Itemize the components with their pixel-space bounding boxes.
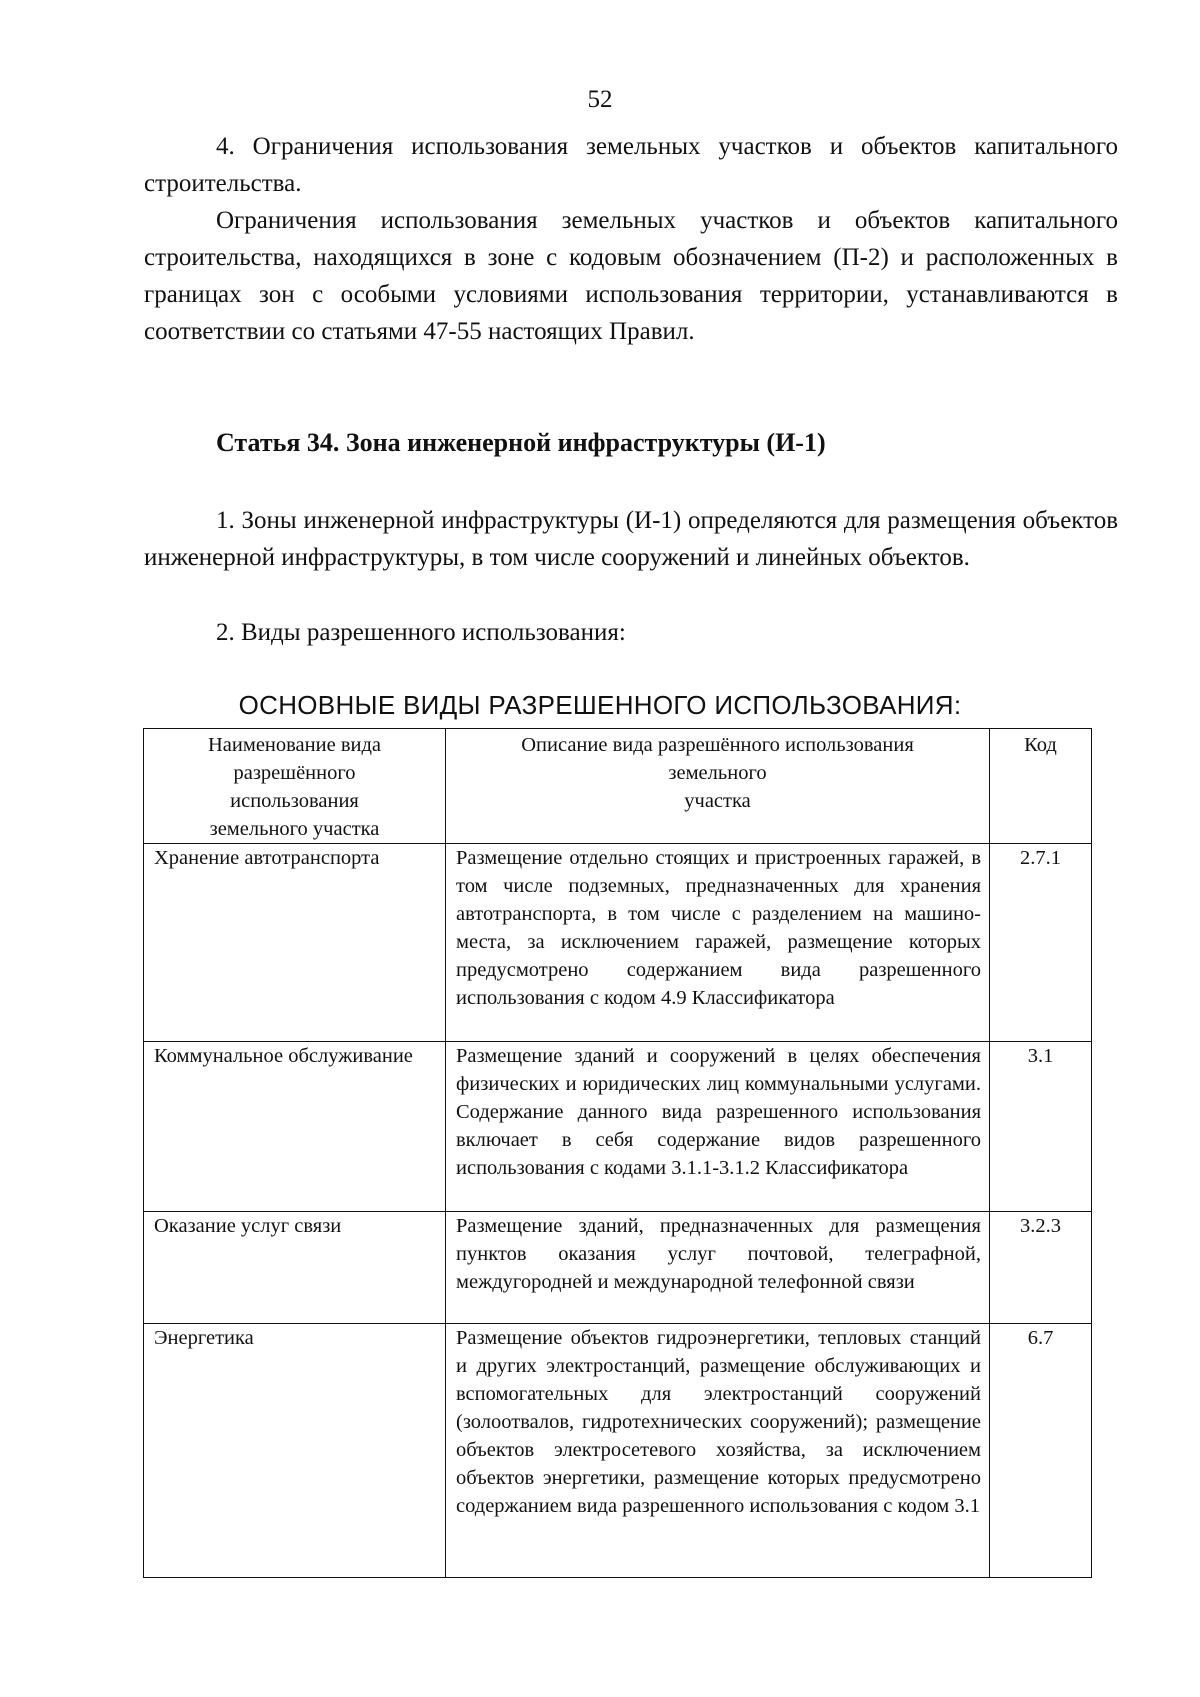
page-number: 52 bbox=[587, 86, 613, 113]
row-description: Размещение зданий и сооружений в целях обеспечения физических и юридических лиц коммунальными услугами. Содержание данного вида разрешенного использования включает в себя содержание видов разрешенного использования с кодами 3.1.1-3.1.2 Классификатора bbox=[446, 1042, 990, 1212]
table-row bbox=[144, 1324, 1092, 1578]
row-name: Энергетика bbox=[144, 1324, 446, 1578]
header-name-line: использования bbox=[230, 790, 359, 812]
row-name: Коммунальное обслуживание bbox=[144, 1042, 446, 1212]
row-code: 3.2.3 bbox=[990, 1212, 1092, 1324]
header-description-line: земельного bbox=[668, 762, 767, 784]
restrictions-heading-paragraph: 4. Ограничения использования земельных участков и объектов капитального строительства. bbox=[144, 133, 1118, 197]
article-heading: Статья 34. Зона инженерной инфраструктуры (И-1) bbox=[216, 428, 826, 457]
zone-definition-paragraph: 1. Зоны инженерной инфраструктуры (И-1) определяются для размещения объектов инженерной инфраструктуры, в том числе сооружений и линейных объектов. bbox=[144, 507, 1118, 571]
permitted-uses-table bbox=[143, 728, 1092, 1578]
header-name-line: Наименование вида bbox=[207, 734, 382, 756]
restrictions-body-paragraph: Ограничения использования земельных участков и объектов капитального строительства, находящихся в зоне с кодовым обозначением (П-2) и расположенных в границах зон с особыми условиями использования территории, устанавливаются в соответствии со статьями 47-55 настоящих Правил. bbox=[144, 207, 1118, 345]
table-row bbox=[144, 844, 1092, 1042]
row-name: Оказание услуг связи bbox=[144, 1212, 446, 1324]
header-name-line: разрешённого bbox=[233, 762, 356, 784]
header-code: Код bbox=[990, 729, 1092, 844]
row-code: 6.7 bbox=[990, 1324, 1092, 1578]
row-code: 3.1 bbox=[990, 1042, 1092, 1212]
table-row bbox=[144, 1042, 1092, 1212]
permitted-uses-paragraph: 2. Виды разрешенного использования: bbox=[216, 619, 626, 646]
header-description bbox=[446, 729, 990, 844]
row-name: Хранение автотранспорта bbox=[144, 844, 446, 1042]
row-code: 2.7.1 bbox=[990, 844, 1092, 1042]
table-row bbox=[144, 1212, 1092, 1324]
header-name-line: земельного участка bbox=[209, 818, 380, 840]
row-description: Размещение объектов гидроэнергетики, тепловых станций и других электростанций, размещение обслуживающих и вспомогательных для электростанций сооружений (золоотвалов, гидротехнических сооружений); размещение объектов электросетевого хозяйства, за исключением объектов энергетики, размещение которых предусмотрено содержанием вида разрешенного использования с кодом 3.1 bbox=[446, 1324, 990, 1578]
header-name bbox=[144, 729, 446, 844]
header-description-line: участка bbox=[684, 790, 751, 812]
table-header-row bbox=[144, 729, 1092, 844]
row-description: Размещение зданий, предназначенных для размещения пунктов оказания услуг почтовой, телеграфной, междугородней и международной телефонной связи bbox=[446, 1212, 990, 1324]
header-description-line: Описание вида разрешённого использования bbox=[521, 734, 914, 756]
table-title: ОСНОВНЫЕ ВИДЫ РАЗРЕШЕННОГО ИСПОЛЬЗОВАНИЯ: bbox=[238, 690, 962, 720]
row-description: Размещение отдельно стоящих и пристроенных гаражей, в том числе подземных, предназначенных для хранения автотранспорта, в том числе с разделением на машино-места, за исключением гаражей, размещение которых предусмотрено содержанием вида разрешенного использования с кодом 4.9 Классификатора bbox=[446, 844, 990, 1042]
